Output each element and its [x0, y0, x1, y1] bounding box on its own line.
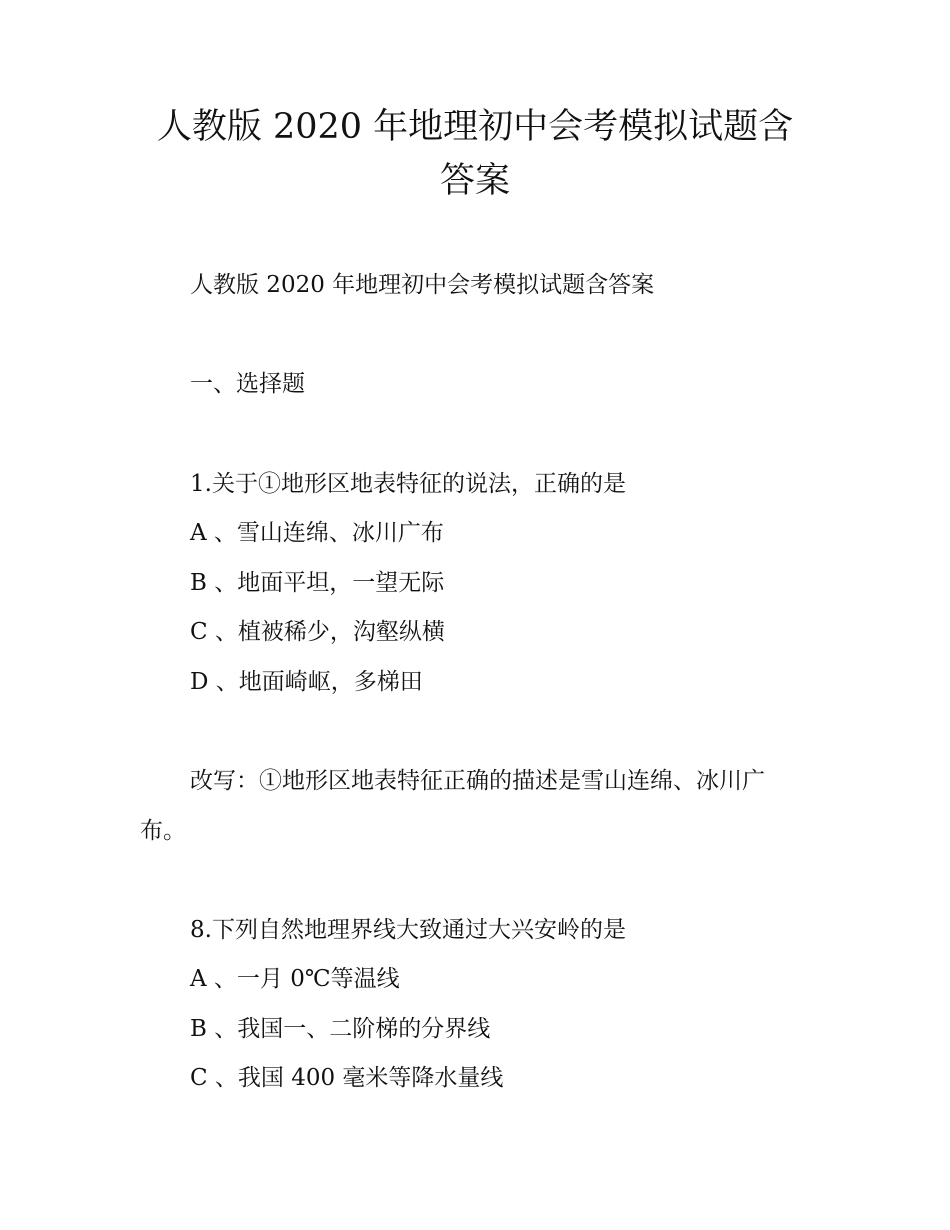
document-title-line2: 答案	[439, 161, 510, 201]
question-1-stem: 1.关于①地形区地表特征的说法，正确的是	[190, 471, 626, 497]
question-8-option-a: A 、一月 0℃等温线	[190, 966, 400, 992]
question-1-option-a: A 、雪山连绵、冰川广布	[190, 520, 444, 546]
section-heading: 一、选择题	[190, 371, 305, 397]
question-1-option-b: B 、地面平坦，一望无际	[190, 570, 445, 596]
question-8-stem: 8.下列自然地理界线大致通过大兴安岭的是	[190, 917, 626, 943]
question-1-option-d: D 、地面崎岖，多梯田	[190, 669, 423, 695]
document-subtitle: 人教版 2020 年地理初中会考模拟试题含答案	[190, 272, 655, 298]
question-1-rewrite: 改写：①地形区地表特征正确的描述是雪山连绵、冰川广布。	[140, 768, 765, 844]
question-8-option-c: C 、我国 400 毫米等降水量线	[190, 1065, 504, 1091]
document-title-line1: 人教版 2020 年地理初中会考模拟试题含	[156, 107, 794, 147]
question-1-option-c: C 、植被稀少，沟壑纵横	[190, 619, 445, 645]
document-title	[140, 100, 810, 208]
question-8-option-b: B 、我国一、二阶梯的分界线	[190, 1016, 491, 1042]
